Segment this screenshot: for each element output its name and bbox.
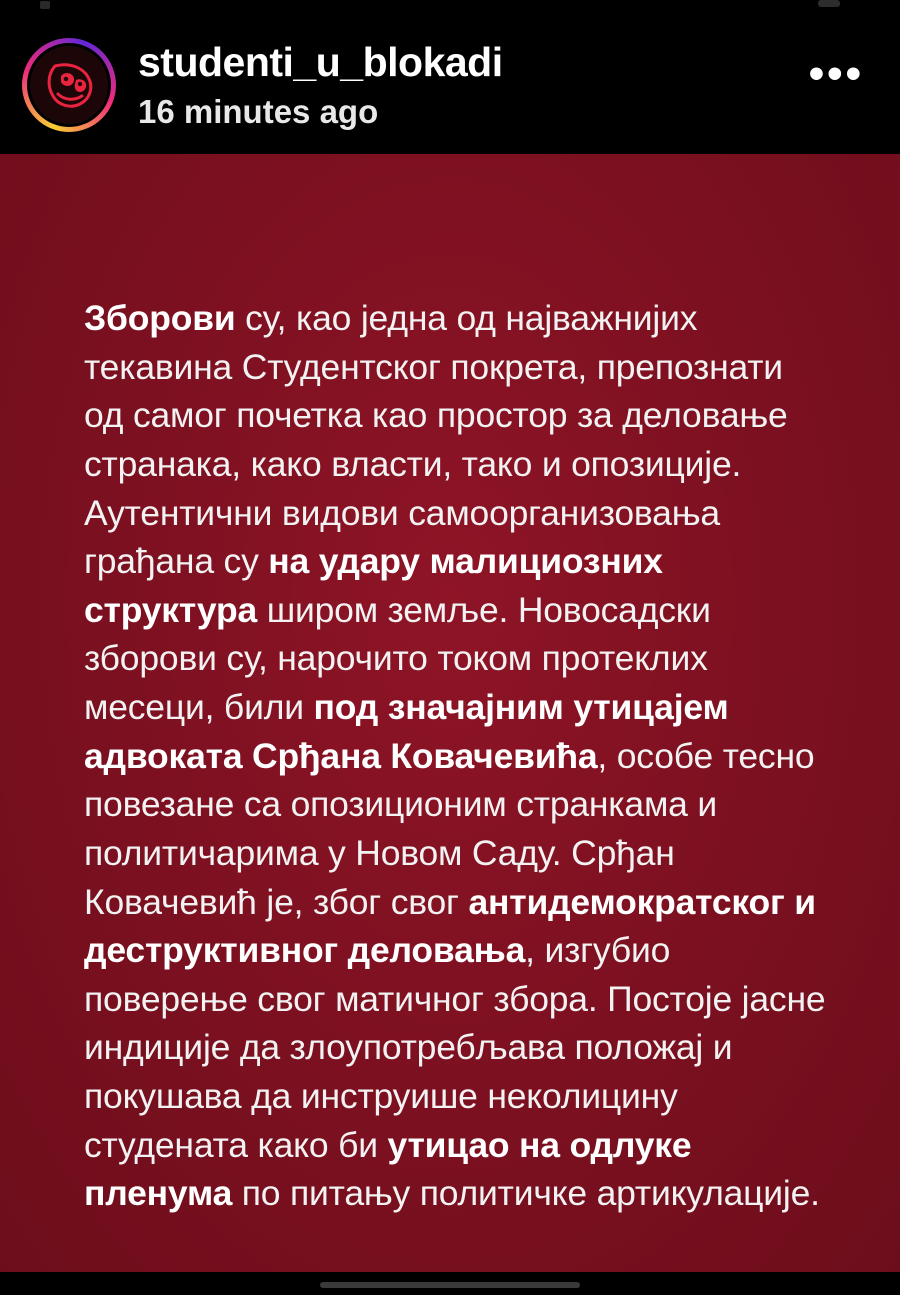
profile-logo-icon (30, 46, 108, 124)
story-content[interactable] (0, 154, 900, 1272)
story-paragraph: Зборови су, као једна од најважнијих текавина Студентског покрета, препознати од самог почетка као простор за деловање странака, како власти, тако и опозиције. Аутентични видови самоорганизовања грађана су на удару малициозних структура широм земље. Новосадски зборови су, нарочито током протеклих месеци, били под значајним утицајем адвоката Срђана Ковачевића, особе тесно повезане са опозиционим странкама и политичарима у Новом Саду. Срђан Ковачевић је, због свог антидемократског и деструктивног деловања, изгубио поверење свог матичног збора. Постоје јасне индиције да злоупотребљава положај и покушава да инструише неколицину студената како би утицао на одлуке пленума по питању политичке артикулације. (84, 298, 826, 1214)
status-bar-right-indicator (818, 0, 840, 7)
status-bar-left-indicator (40, 1, 50, 9)
story-header (0, 16, 900, 154)
header-text-block (138, 40, 795, 130)
account-username[interactable]: studenti_u_blokadi (138, 38, 503, 85)
avatar-image (27, 43, 111, 127)
bottom-bar (0, 1272, 900, 1295)
avatar[interactable] (22, 38, 116, 132)
home-indicator[interactable] (320, 1282, 580, 1288)
status-bar (0, 0, 900, 16)
story-timestamp: 16 minutes ago (138, 92, 379, 130)
more-options-icon[interactable]: ••• (808, 49, 864, 98)
